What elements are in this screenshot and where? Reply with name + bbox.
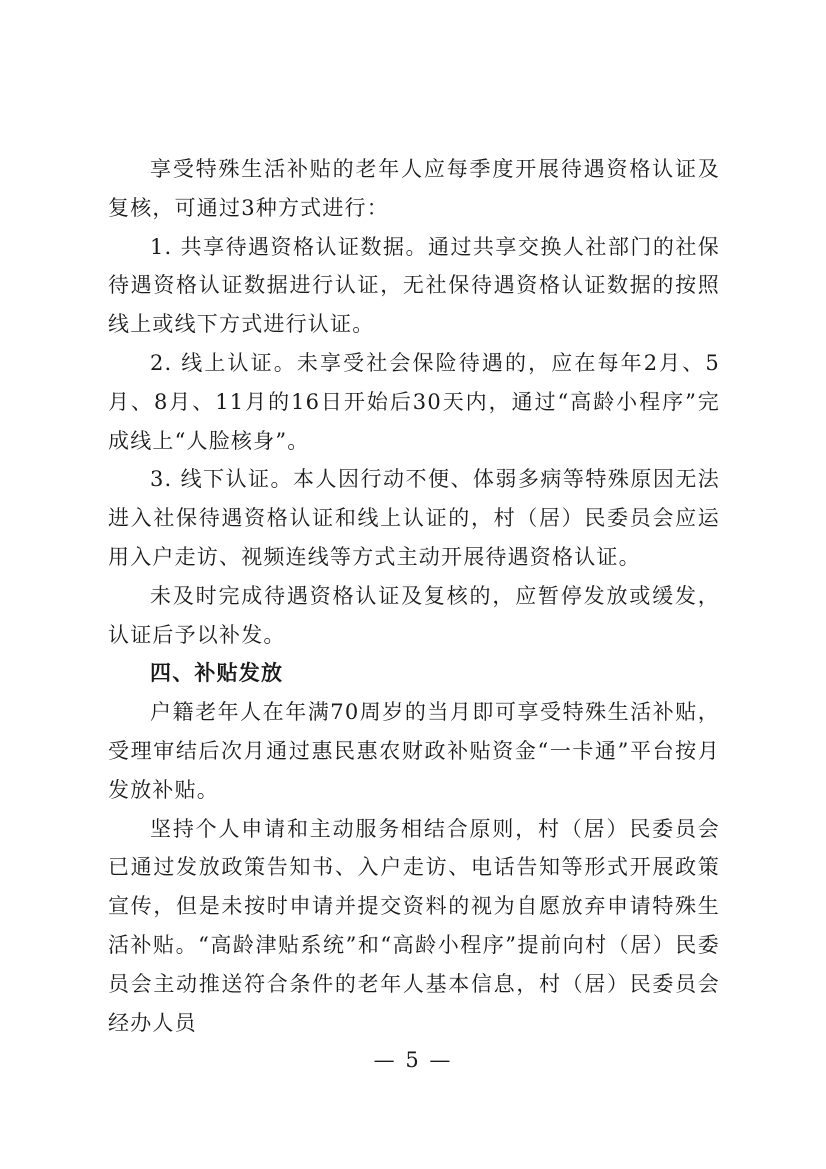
- paragraph-method-1: 1. 共享待遇资格认证数据。通过共享交换人社部门的社保待遇资格认证数据进行认证，无社保待遇资格认证数据的按照线上或线下方式进行认证。: [108, 234, 720, 337]
- paragraph-method-3: 3. 线下认证。本人因行动不便、体弱多病等特殊原因无法进入社保待遇资格认证和线上认证的，村（居）民委员会应运用入户走访、视频连线等方式主动开展待遇资格认证。: [108, 467, 720, 569]
- section-heading-subsidy-payment: 四、补贴发放: [150, 661, 284, 686]
- page-number: — 5 —: [373, 1048, 453, 1072]
- paragraph-certification-intro: 享受特殊生活补贴的老年人应每季度开展待遇资格认证及复核，可通过3种方式进行：: [108, 157, 720, 220]
- paragraph-suspension: 未及时完成待遇资格认证及复核的，应暂停发放或缓发，认证后予以补发。: [108, 583, 720, 647]
- paragraph-payment: 户籍老年人在年满70周岁的当月即可享受特殊生活补贴，受理审结后次月通过惠民惠农财政补贴资金“一卡通”平台按月发放补贴。: [108, 700, 720, 802]
- document-body: [108, 150, 720, 1042]
- paragraph-active-service: 坚持个人申请和主动服务相结合原则，村（居）民委员会已通过发放政策告知书、入户走访、电话告知等形式开展政策宣传，但是未按时申请并提交资料的视为自愿放弃申请特殊生活补贴。“高龄津贴系统”和“高龄小程序”提前向村（居）民委员会主动推送符合条件的老年人基本信息，村（居）民委员会经办人员: [108, 816, 720, 1035]
- paragraph-method-2: 2. 线上认证。未享受社会保险待遇的，应在每年2月、5月、8月、11月的16日开始后30天内，通过“高龄小程序”完成线上“人脸核身”。: [108, 350, 720, 453]
